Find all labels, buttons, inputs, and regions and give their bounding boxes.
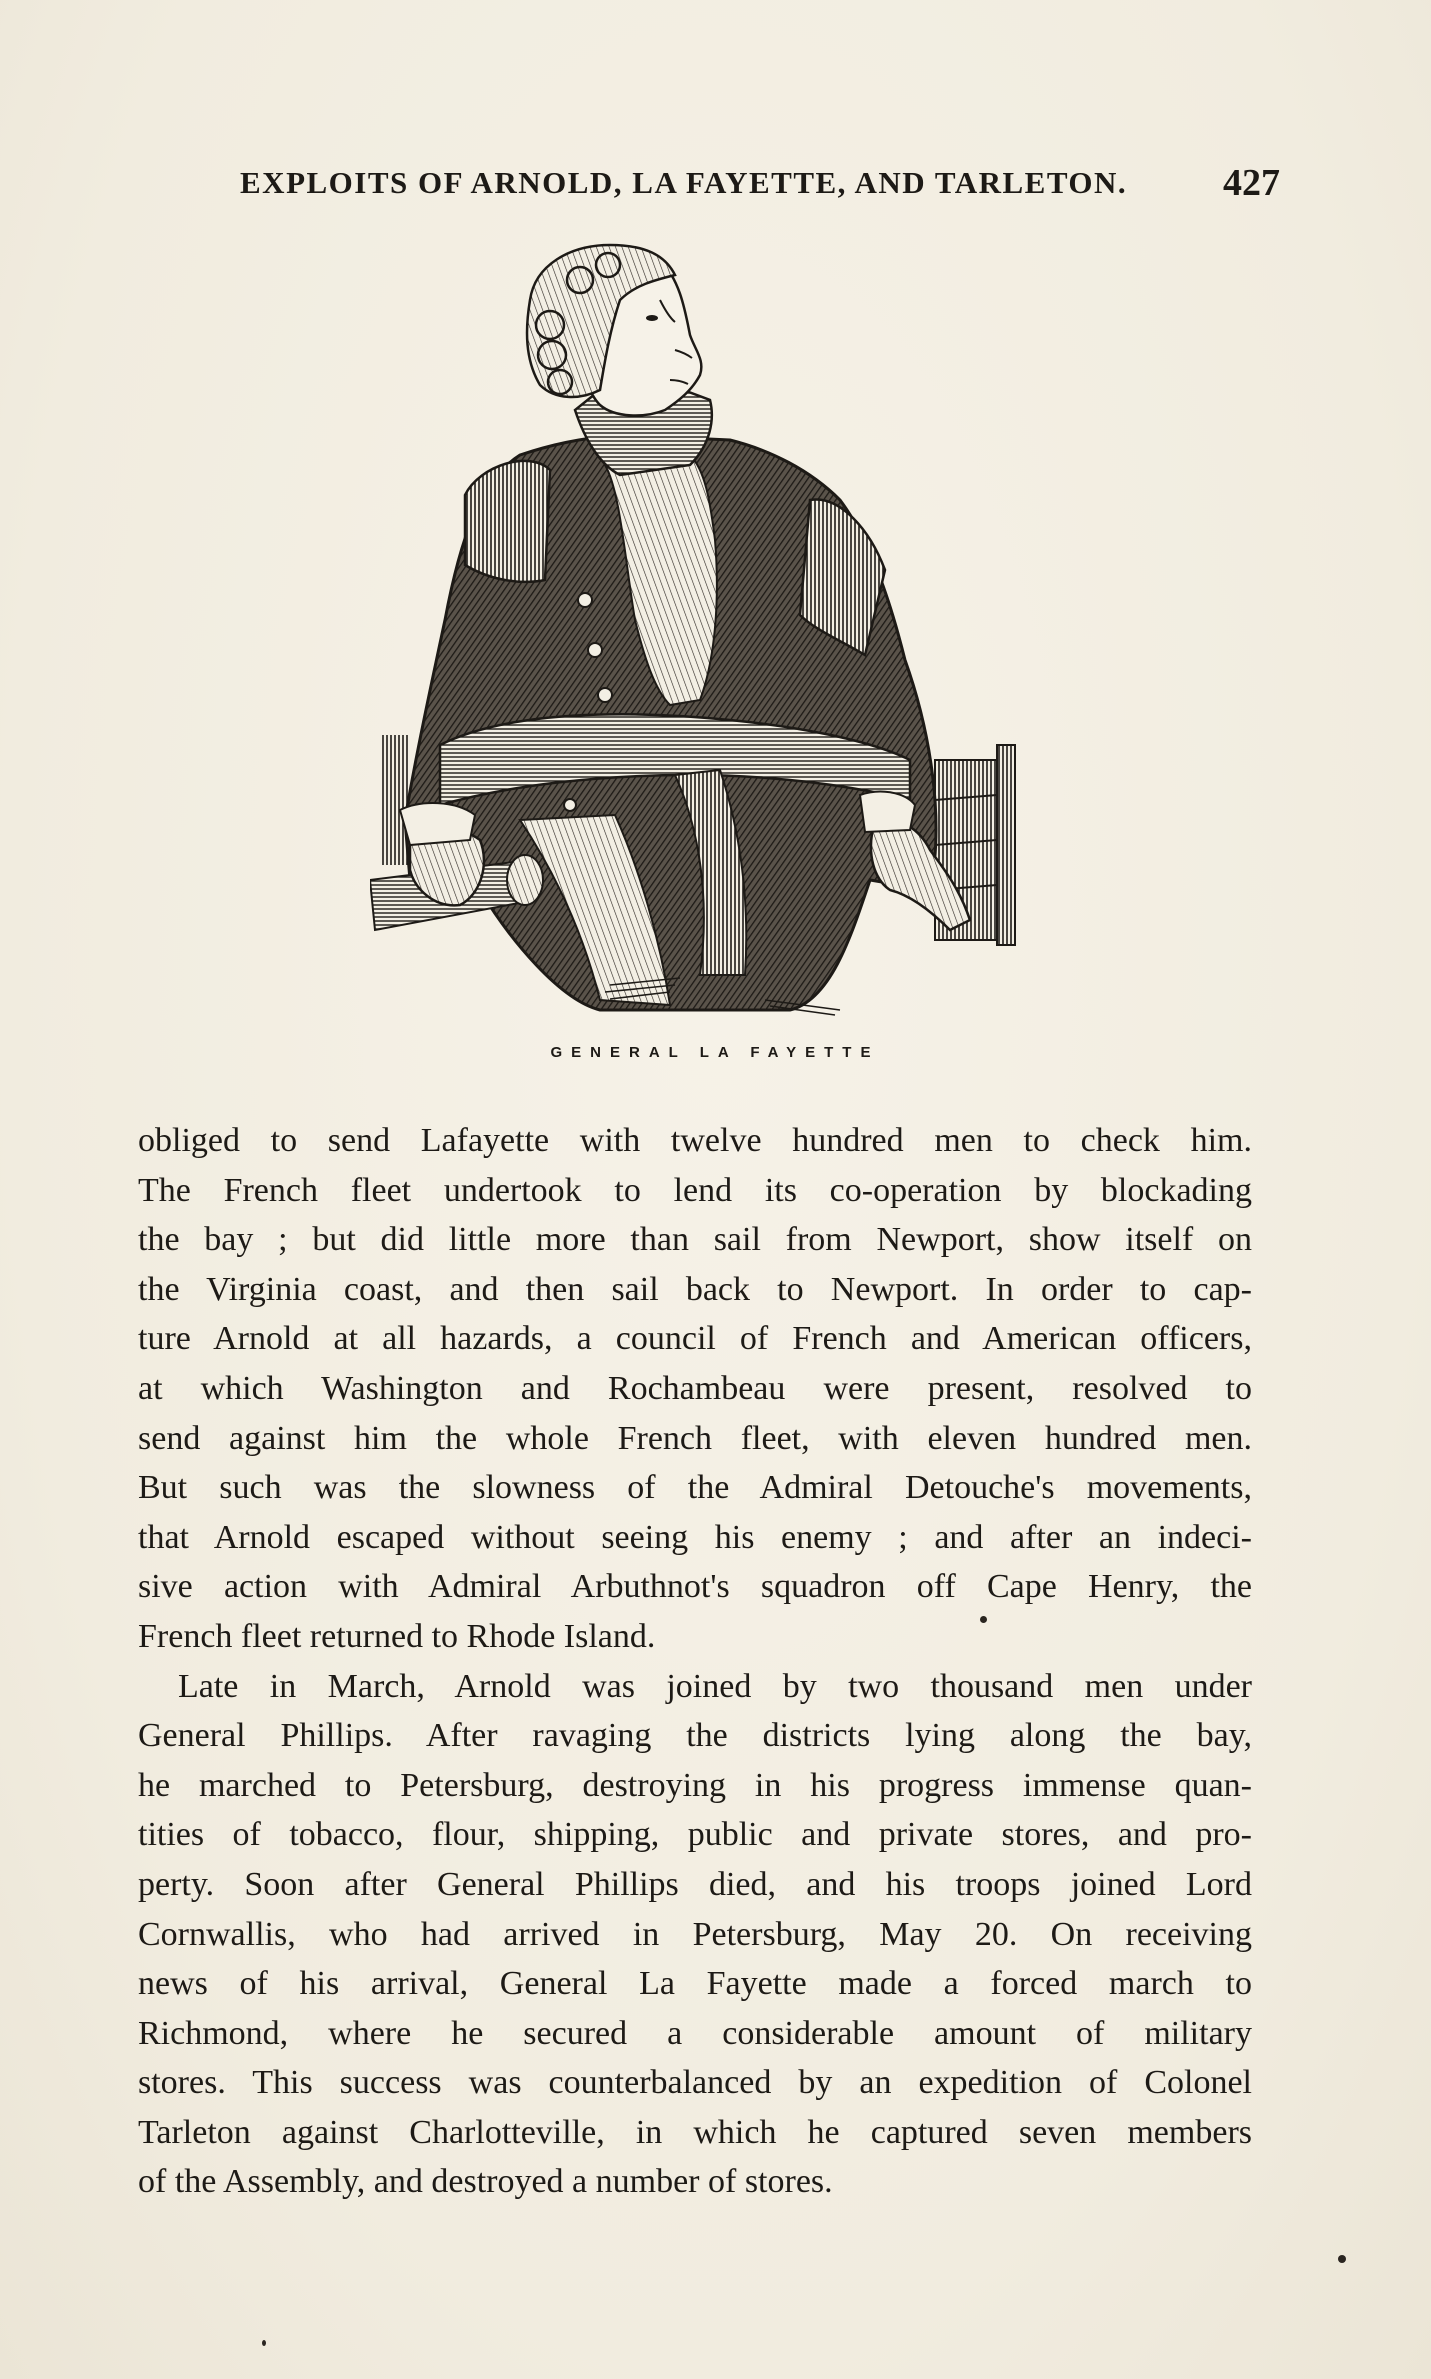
text-line: sive action with Admiral Arbuthnot's squadron off Cape Henry, the <box>138 1568 1252 1606</box>
text-line: perty. Soon after General Phillips died, and his troops joined Lord <box>138 1865 1252 1903</box>
text-line: Cornwallis, who had arrived in Petersburg, May 20. On receiving <box>138 1915 1252 1953</box>
text-line: obliged to send Lafayette with twelve hundred men to check him. <box>138 1122 1252 1159</box>
text-line: French fleet returned to Rhode Island. <box>138 1617 656 1655</box>
paragraph <box>138 1116 1252 1662</box>
text-line: But such was the slowness of the Admiral Detouche's movements, <box>138 1469 1252 1507</box>
text-line: Late in March, Arnold was joined by two thousand men under <box>178 1667 1252 1705</box>
la-fayette-portrait-image <box>370 240 1030 1030</box>
text-line: the Virginia coast, and then sail back to Newport. In order to cap- <box>138 1270 1252 1308</box>
page-number: 427 <box>1223 162 1280 204</box>
running-head-title: EXPLOITS OF ARNOLD, LA FAYETTE, AND TARLETON. <box>240 165 1128 200</box>
text-line: send against him the whole French fleet, with eleven hundred men. <box>138 1419 1252 1457</box>
ink-speck <box>980 1616 987 1623</box>
left-epaulette <box>465 461 550 582</box>
text-line: stores. This success was counterbalanced by an expedition of Colonel <box>138 2064 1252 2102</box>
figure-caption: GENERAL LA FAYETTE <box>550 1044 880 1061</box>
body-text <box>138 1116 1252 2207</box>
text-line: that Arnold escaped without seeing his enemy ; and after an indeci- <box>138 1518 1252 1556</box>
text-line: the bay ; but did little more than sail from Newport, show itself on <box>138 1221 1252 1259</box>
text-line: Richmond, where he secured a considerable amount of military <box>138 2014 1252 2052</box>
ink-speck <box>262 2340 266 2346</box>
ink-speck <box>1338 2255 1346 2263</box>
text-line: ture Arnold at all hazards, a council of French and American officers, <box>138 1320 1252 1358</box>
text-line: General Phillips. After ravaging the districts lying along the bay, <box>138 1717 1252 1755</box>
text-line: of the Assembly, and destroyed a number of stores. <box>138 2163 833 2201</box>
paragraph <box>138 1662 1252 2208</box>
running-head <box>240 162 1280 215</box>
portrait-engraving <box>370 240 1030 1030</box>
text-line: tities of tobacco, flour, shipping, public and private stores, and pro- <box>138 1816 1252 1854</box>
text-line: news of his arrival, General La Fayette made a forced march to <box>138 1965 1252 2003</box>
background-hatching <box>380 735 410 865</box>
text-line: The French fleet undertook to lend its co-operation by blockading <box>138 1171 1252 1209</box>
text-line: at which Washington and Rochambeau were present, resolved to <box>138 1369 1252 1407</box>
text-line: he marched to Petersburg, destroying in his progress immense quan- <box>138 1766 1252 1804</box>
text-line: Tarleton against Charlotteville, in which he captured seven members <box>138 2113 1252 2151</box>
